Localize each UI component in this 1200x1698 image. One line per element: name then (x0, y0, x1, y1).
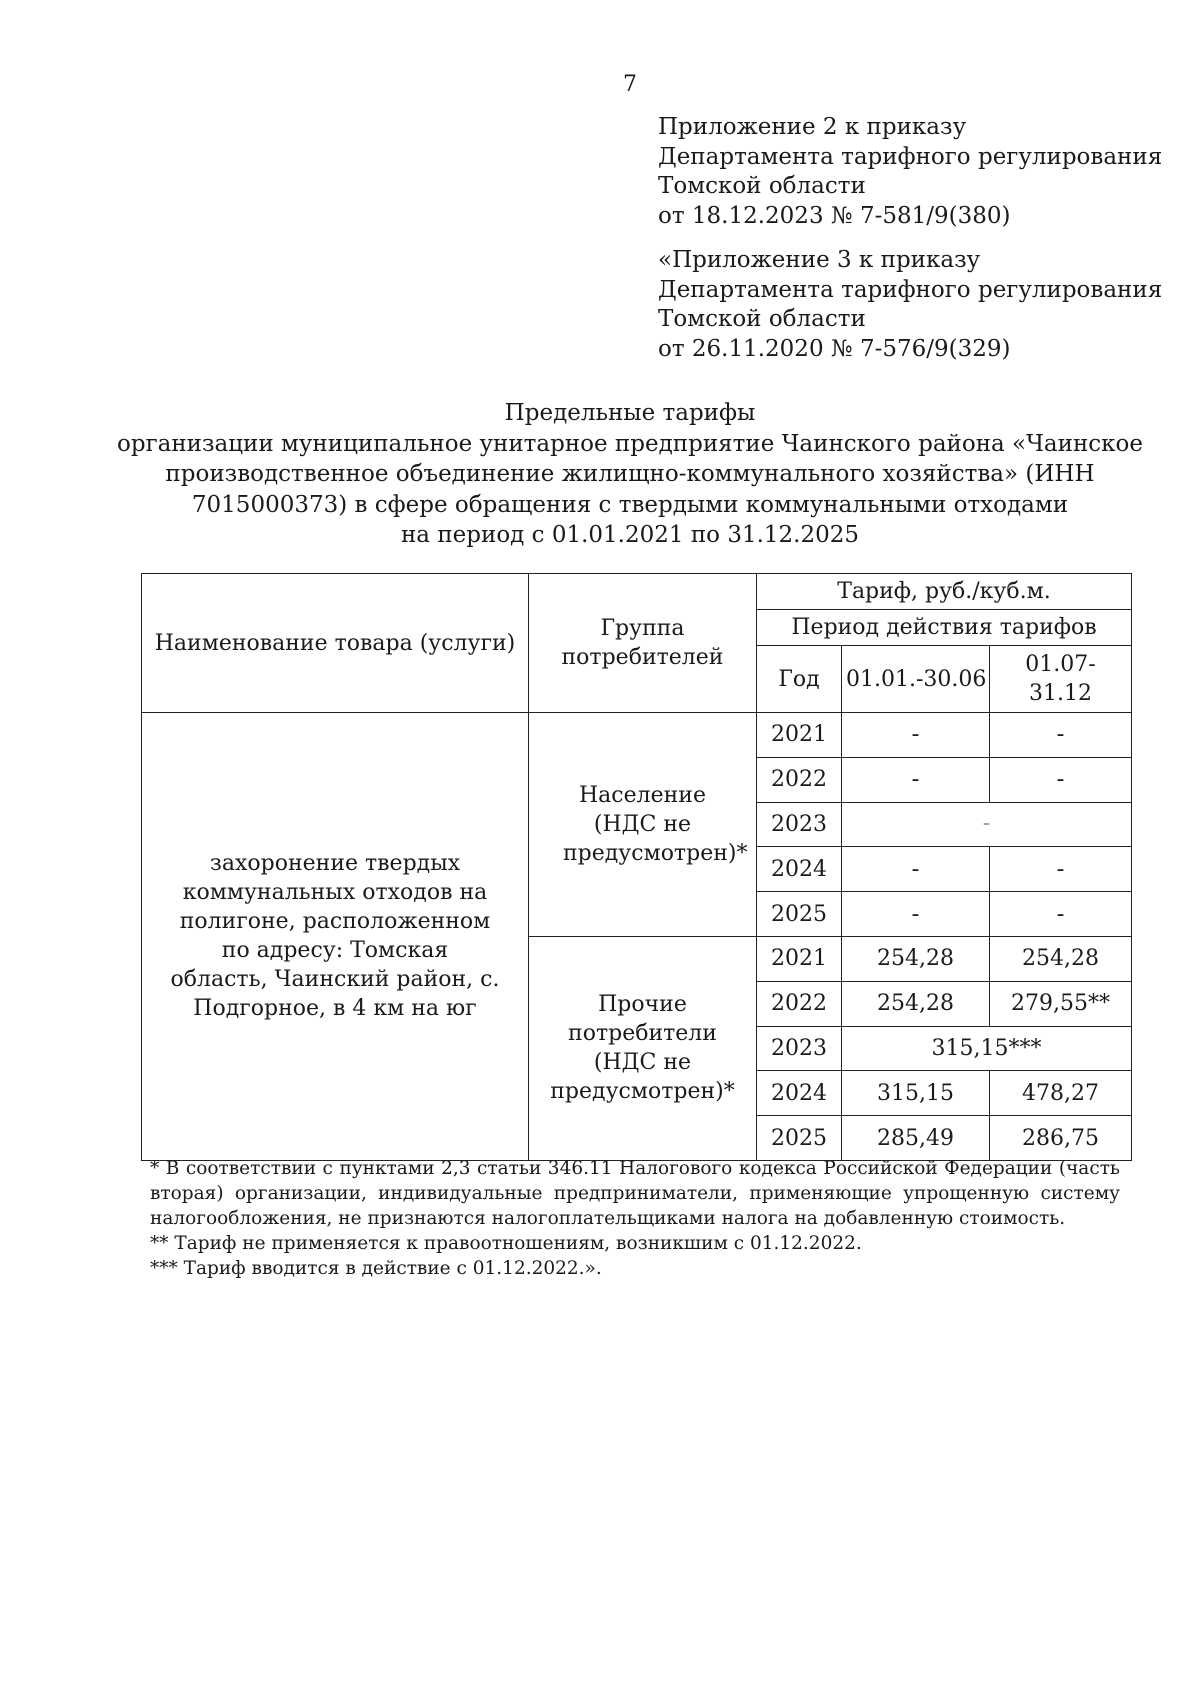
tariff-cell: - (842, 713, 990, 758)
year-cell: 2022 (757, 981, 842, 1026)
service-description: захоронение твердых коммунальных отходов на полигоне, расположенном по адресу: Томская область, Чаинский район, с. Подгорное, в 4 км на юг (142, 713, 529, 1161)
tariff-cell-merged: – (842, 802, 1132, 847)
year-cell: 2022 (757, 757, 842, 802)
appendix-current (658, 113, 1162, 231)
appendix-current-line: Департамента тарифного регулирования (658, 143, 1163, 170)
appendix-previous (658, 246, 1162, 364)
header-year: Год (757, 646, 842, 713)
title-line: производственное объединение жилищно-коммунального хозяйства» (ИНН (165, 461, 1095, 487)
year-cell: 2025 (757, 1116, 842, 1161)
tariff-cell: 254,28 (842, 936, 990, 981)
document-title (100, 398, 1160, 551)
tariff-cell: 478,27 (990, 1071, 1132, 1116)
year-cell: 2021 (757, 713, 842, 758)
table-row (142, 713, 1132, 758)
table-header-row (142, 574, 1132, 610)
appendix-previous-line: от 26.11.2020 № 7-576/9(329) (658, 335, 1011, 362)
appendix-current-line: Приложение 2 к приказу (658, 114, 967, 140)
tariff-cell: 286,75 (990, 1116, 1132, 1161)
tariff-cell: - (842, 757, 990, 802)
header-service-name: Наименование товара (услуги) (142, 574, 529, 713)
footnotes (150, 1156, 1120, 1281)
consumer-group-population: Население (НДС не предусмотрен)* (529, 713, 757, 937)
tariff-cell: - (842, 892, 990, 937)
footnote: *** Тариф вводится в действие с 01.12.2022.». (150, 1258, 602, 1279)
year-cell: 2024 (757, 847, 842, 892)
tariff-cell: 254,28 (842, 981, 990, 1026)
header-tariff: Тариф, руб./куб.м. (757, 574, 1132, 610)
appendix-previous-line: Томской области (658, 306, 866, 332)
appendix-previous-line: «Приложение 3 к приказу (658, 247, 981, 273)
tariff-cell-merged: 315,15*** (842, 1026, 1132, 1071)
title-line: Предельные тарифы (504, 400, 756, 426)
header-consumer-group: Группа потребителей (529, 574, 757, 713)
year-cell: 2024 (757, 1071, 842, 1116)
year-cell: 2021 (757, 936, 842, 981)
appendix-current-line: от 18.12.2023 № 7-581/9(380) (658, 202, 1011, 229)
tariff-cell: 285,49 (842, 1116, 990, 1161)
year-cell: 2023 (757, 1026, 842, 1071)
page-number: 7 (623, 72, 637, 97)
tariff-table (141, 573, 1132, 1161)
header-first-half: 01.01.-30.06 (842, 646, 990, 713)
tariff-cell: 254,28 (990, 936, 1132, 981)
tariff-cell: - (842, 847, 990, 892)
title-line: 7015000373) в сфере обращения с твердыми коммунальными отходами (191, 491, 1069, 518)
appendix-previous-line: Департамента тарифного регулирования (658, 276, 1163, 303)
title-line: на период с 01.01.2021 по 31.12.2025 (400, 522, 860, 548)
tariff-cell: - (990, 847, 1132, 892)
tariff-cell: - (990, 713, 1132, 758)
year-cell: 2023 (757, 802, 842, 847)
footnote: ** Тариф не применяется к правоотношениям, возникшим с 01.12.2022. (150, 1233, 862, 1254)
tariff-cell: - (990, 757, 1132, 802)
tariff-cell: 315,15 (842, 1071, 990, 1116)
year-cell: 2025 (757, 892, 842, 937)
appendix-current-line: Томской области (658, 173, 866, 199)
tariff-cell: - (990, 892, 1132, 937)
tariff-cell: 279,55** (990, 981, 1132, 1026)
header-second-half: 01.07-31.12 (990, 646, 1132, 713)
title-line: организации муниципальное унитарное предприятие Чаинского района «Чаинское (117, 430, 1143, 457)
consumer-group-other: Прочие потребители (НДС не предусмотрен)* (529, 936, 757, 1160)
footnote: * В соответствии с пунктами 2,3 статьи 346.11 Налогового кодекса Российской Федерации (часть вторая) организации, индивидуальные предприниматели, применяющие упрощенную систему налогообложения, не признаются налогоплательщиками налога на добавленную стоимость. (150, 1158, 1120, 1229)
header-period: Период действия тарифов (757, 610, 1132, 646)
